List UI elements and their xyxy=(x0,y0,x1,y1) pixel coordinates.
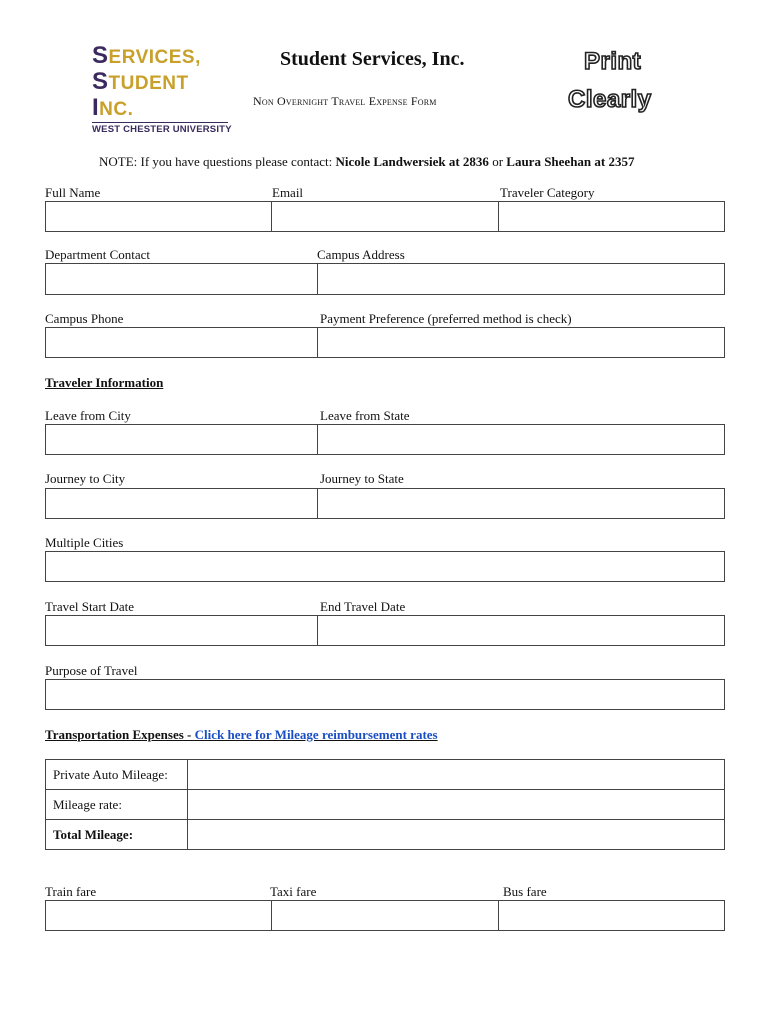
table-row xyxy=(46,760,725,790)
table-row xyxy=(46,790,725,820)
bus-fare-field[interactable] xyxy=(498,900,725,931)
total-mileage-field[interactable] xyxy=(188,820,725,850)
mileage-table xyxy=(45,759,725,850)
purpose-label: Purpose of Travel xyxy=(45,663,138,678)
mileage-rate-label: Mileage rate: xyxy=(46,790,188,820)
travel-end-label: End Travel Date xyxy=(320,599,406,614)
department-contact-field[interactable] xyxy=(45,263,318,295)
transport-heading: Transportation Expenses - Click here for Mileage reimbursement rates xyxy=(45,727,438,742)
journey-state-label: Journey to State xyxy=(320,471,404,486)
full-name-label: Full Name xyxy=(45,185,101,200)
train-fare-label: Train fare xyxy=(45,884,97,899)
campus-address-label: Campus Address xyxy=(317,247,405,262)
email-label: Email xyxy=(272,185,304,200)
private-auto-mileage-field[interactable] xyxy=(188,760,725,790)
full-name-field[interactable] xyxy=(45,201,272,232)
logo-line-1: SERVICES, xyxy=(92,42,201,69)
leave-state-field[interactable] xyxy=(317,424,725,455)
email-field[interactable] xyxy=(271,201,499,232)
train-fare-field[interactable] xyxy=(45,900,272,931)
payment-preference-label: Payment Preference (preferred method is check) xyxy=(320,311,572,326)
mileage-rate-field[interactable] xyxy=(188,790,725,820)
travel-start-field[interactable] xyxy=(45,615,318,646)
journey-city-label: Journey to City xyxy=(45,471,126,486)
leave-city-field[interactable] xyxy=(45,424,318,455)
travel-end-field[interactable] xyxy=(317,615,725,646)
campus-phone-field[interactable] xyxy=(45,327,318,358)
purpose-field[interactable] xyxy=(45,679,725,710)
campus-phone-label: Campus Phone xyxy=(45,311,124,326)
total-mileage-label: Total Mileage: xyxy=(46,820,188,850)
journey-city-field[interactable] xyxy=(45,488,318,519)
traveler-category-label: Traveler Category xyxy=(500,185,595,200)
bus-fare-label: Bus fare xyxy=(503,884,547,899)
leave-city-label: Leave from City xyxy=(45,408,131,423)
table-row xyxy=(46,820,725,850)
department-contact-label: Department Contact xyxy=(45,247,151,262)
logo xyxy=(92,42,232,138)
clearly-word: Clearly xyxy=(568,86,652,113)
traveler-category-field[interactable] xyxy=(498,201,725,232)
private-auto-mileage-label: Private Auto Mileage: xyxy=(46,760,188,790)
contact-note: NOTE: If you have questions please contact: Nicole Landwersiek at 2836 or Laura Sheehan at 2357 xyxy=(99,154,635,169)
taxi-fare-field[interactable] xyxy=(271,900,499,931)
journey-state-field[interactable] xyxy=(317,488,725,519)
multiple-cities-label: Multiple Cities xyxy=(45,535,124,550)
multiple-cities-field[interactable] xyxy=(45,551,725,582)
logo-line-2: STUDENT xyxy=(92,68,189,95)
page-title: Student Services, Inc. xyxy=(280,48,465,70)
taxi-fare-label: Taxi fare xyxy=(270,884,317,899)
logo-line-3: INC. xyxy=(92,94,134,121)
mileage-rates-link[interactable]: Click here for Mileage reimbursement rates xyxy=(194,727,438,742)
campus-address-field[interactable] xyxy=(317,263,725,295)
traveler-info-heading: Traveler Information xyxy=(45,375,164,390)
travel-start-label: Travel Start Date xyxy=(45,599,135,614)
form-subtitle: Non Overnight Travel Expense Form xyxy=(253,94,437,108)
print-word: Print xyxy=(584,48,642,75)
logo-university: WEST CHESTER UNIVERSITY xyxy=(92,124,232,135)
leave-state-label: Leave from State xyxy=(320,408,410,423)
payment-preference-field[interactable] xyxy=(317,327,725,358)
